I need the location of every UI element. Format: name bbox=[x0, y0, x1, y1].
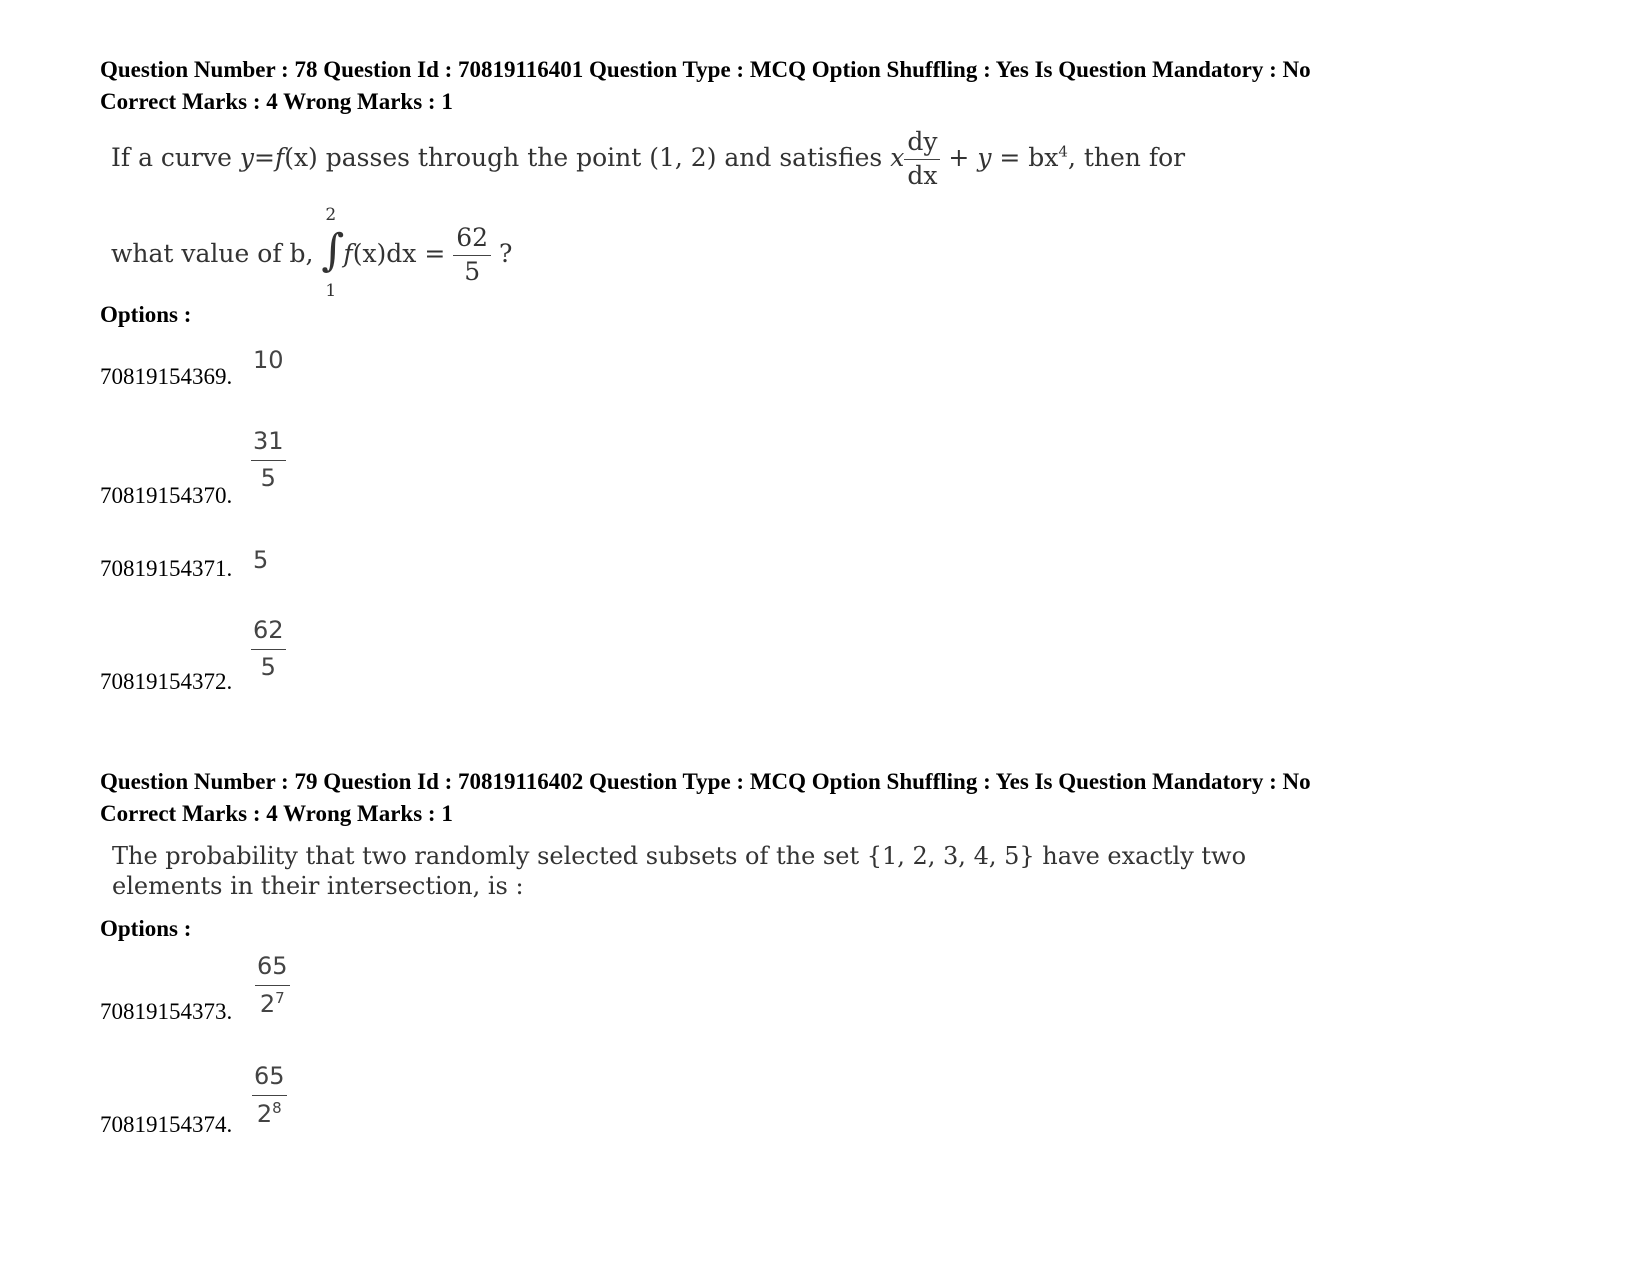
option-id: 70819154374. bbox=[100, 1112, 233, 1137]
option-numerator: 62 bbox=[251, 617, 286, 650]
q78-y2: y bbox=[977, 142, 992, 172]
question-78-meta: Question Number : 78 Question Id : 70819116401 Question Type : MCQ Option Shuffling : Yes Is Question Mandatory : No bbox=[100, 57, 1311, 82]
option-id: 70819154370. bbox=[100, 483, 233, 508]
power-exponent: 8 bbox=[272, 1098, 282, 1117]
power-base: 2 bbox=[256, 1099, 273, 1128]
option-fraction bbox=[255, 953, 290, 1018]
q78-qmark: ? bbox=[499, 238, 513, 268]
rhs-fraction bbox=[453, 224, 491, 287]
option-denominator bbox=[255, 986, 290, 1019]
option-value bbox=[255, 953, 290, 1018]
option-denominator bbox=[252, 1096, 287, 1129]
q78-y: y bbox=[239, 142, 254, 172]
question-78-options-label: Options : bbox=[100, 302, 192, 327]
option-fraction bbox=[251, 428, 286, 492]
q78-eq-b: = bx bbox=[999, 142, 1059, 172]
integral-symbol: ∫ bbox=[321, 225, 345, 277]
q78-text-c: , then for bbox=[1067, 142, 1186, 172]
option-value: 5 bbox=[253, 546, 269, 574]
power-base: 2 bbox=[259, 989, 276, 1018]
option-denominator: 5 bbox=[260, 463, 276, 492]
q78-eq: = bbox=[253, 142, 275, 172]
dy-dx-fraction bbox=[904, 128, 940, 191]
option-value bbox=[251, 617, 286, 681]
option-numerator: 31 bbox=[251, 428, 286, 461]
question-78-text-line1 bbox=[111, 128, 1185, 191]
q78-plus: + bbox=[948, 142, 970, 172]
q78-x: (x) bbox=[284, 142, 318, 172]
option-id: 70819154373. bbox=[100, 999, 233, 1024]
question-78-marks: Correct Marks : 4 Wrong Marks : 1 bbox=[100, 89, 453, 114]
option-denominator: 5 bbox=[260, 652, 276, 681]
integral-lower-limit: 1 bbox=[325, 281, 337, 302]
question-78-text-line2 bbox=[111, 205, 513, 302]
option-numerator: 65 bbox=[255, 953, 290, 986]
integral-sign bbox=[321, 205, 345, 302]
question-79-text-line2: elements in their intersection, is : bbox=[112, 872, 524, 900]
option-value bbox=[251, 428, 286, 492]
option-id: 70819154369. bbox=[100, 364, 233, 389]
q78-text-a: If a curve bbox=[111, 142, 232, 172]
option-value bbox=[252, 1063, 287, 1128]
option-value: 10 bbox=[253, 346, 284, 374]
q78-pow: 4 bbox=[1058, 142, 1068, 161]
question-79-marks: Correct Marks : 4 Wrong Marks : 1 bbox=[100, 801, 453, 826]
q78-text-d: what value of b, bbox=[111, 238, 314, 268]
q78-text-b: passes through the point (1, 2) and satisfies bbox=[325, 142, 883, 172]
dx-denominator: dx bbox=[907, 160, 938, 190]
q78-f: f bbox=[274, 142, 285, 172]
integral-upper-limit: 2 bbox=[325, 205, 337, 226]
question-79-options-label: Options : bbox=[100, 916, 192, 941]
integral-body: (x)dx = bbox=[352, 238, 446, 268]
question-79-meta: Question Number : 79 Question Id : 70819116402 Question Type : MCQ Option Shuffling : Yes Is Question Mandatory : No bbox=[100, 769, 1311, 794]
rhs-numerator: 62 bbox=[453, 224, 491, 256]
integral-f: f bbox=[343, 238, 353, 268]
question-79-text-line1: The probability that two randomly selected subsets of the set {1, 2, 3, 4, 5} have exactly two bbox=[112, 842, 1247, 870]
option-id: 70819154372. bbox=[100, 669, 233, 694]
power-exponent: 7 bbox=[275, 988, 285, 1007]
option-numerator: 65 bbox=[252, 1063, 287, 1096]
option-fraction bbox=[251, 617, 286, 681]
dy-numerator: dy bbox=[904, 128, 940, 160]
q78-xvar: x bbox=[890, 142, 905, 172]
option-id: 70819154371. bbox=[100, 556, 233, 581]
rhs-denominator: 5 bbox=[464, 256, 481, 286]
option-fraction bbox=[252, 1063, 287, 1128]
